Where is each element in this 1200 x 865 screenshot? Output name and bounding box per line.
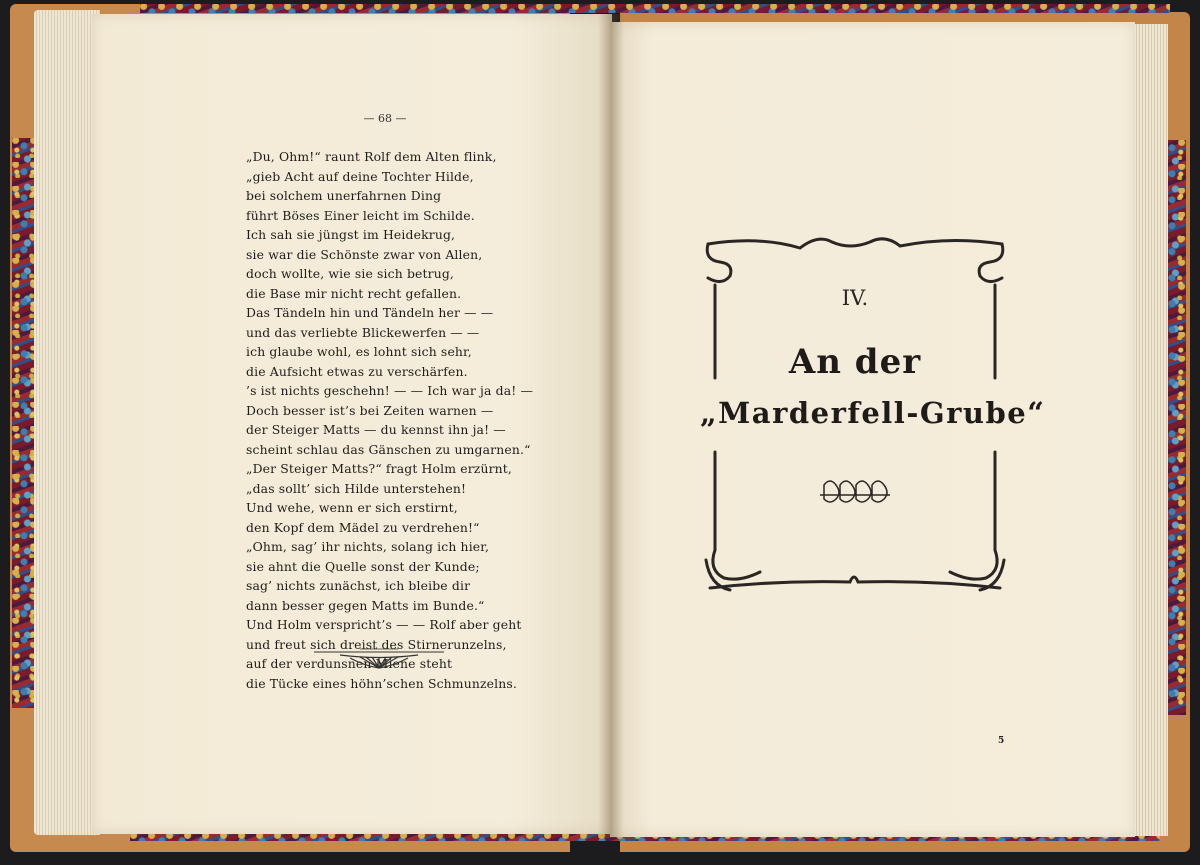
poem-line: und freut sich dreist des Stirnerunzelns,	[246, 636, 507, 652]
poem-line: Doch besser ist’s bei Zeiten warnen —	[246, 402, 494, 418]
poem-line: auf der verdunsnen Miene steht	[246, 656, 453, 671]
poem-line: und das verliebte Blickewerfen — —	[246, 324, 480, 340]
poem-text	[246, 147, 566, 693]
poem-line: doch wollte, wie sie sich betrug,	[246, 266, 455, 281]
poem-line: führt Böses Einer leicht im Schilde.	[246, 207, 475, 223]
marbled-edge-top	[140, 4, 1170, 13]
poem-line: die Tücke eines höhn’schen Schmunzelns.	[246, 675, 517, 691]
poem-line: sag’ nichts zunächst, ich bleibe dir	[246, 578, 471, 593]
poem-line: Und Holm verspricht’s — — Rolf aber geht	[246, 617, 522, 632]
poem-line: sie ahnt die Quelle sonst der Kunde;	[246, 558, 480, 574]
fleuron-ornament-icon	[310, 646, 448, 672]
poem-line: bei solchem unerfahrnen Ding	[246, 188, 442, 203]
poem-line: „gieb Acht auf deine Tochter Hilde,	[246, 168, 474, 184]
poem-line: sie war die Schönste zwar von Allen,	[246, 246, 483, 262]
book-gutter	[598, 14, 624, 838]
chapter-title-line-2: „Marderfell-Grube“	[700, 396, 1046, 430]
poem-line: „das sollt’ sich Hilde unterstehen!	[246, 480, 467, 496]
poem-line: scheint schlau das Gänschen zu umgarnen.“	[246, 441, 531, 457]
poem-line: „Der Steiger Matts?“ fragt Holm erzürnt,	[246, 461, 512, 476]
poem-line: die Base mir nicht recht gefallen.	[246, 285, 462, 301]
poem-line: die Aufsicht etwas zu verschärfen.	[246, 363, 468, 379]
right-page-number: 5	[998, 736, 1005, 746]
poem-line: Und wehe, wenn er sich erstirnt,	[246, 500, 458, 515]
chapter-number: IV.	[841, 286, 869, 310]
chapter-title-line-1: An der	[788, 342, 922, 382]
poem-line: Das Tändeln hin und Tändeln her — —	[246, 305, 494, 320]
page-stack-left	[34, 10, 100, 835]
poem-line: dann besser gegen Matts im Bunde.“	[246, 597, 485, 613]
left-page-number: — 68 —	[363, 112, 407, 125]
poem-line: der Steiger Matts — du kennst ihn ja! —	[246, 422, 506, 437]
poem-line: ich glaube wohl, es lohnt sich sehr,	[246, 344, 472, 359]
poem-line: ’s ist nichts geschehn! — — Ich war ja da! —	[246, 383, 534, 398]
poem-line: „Ohm, sag’ ihr nichts, solang ich hier,	[246, 539, 490, 554]
poem-line: Ich sah sie jüngst im Heidekrug,	[246, 227, 456, 242]
poem-line: „Du, Ohm!“ raunt Rolf dem Alten flink,	[246, 149, 497, 164]
poem-line: den Kopf dem Mädel zu verdrehen!“	[246, 519, 480, 535]
